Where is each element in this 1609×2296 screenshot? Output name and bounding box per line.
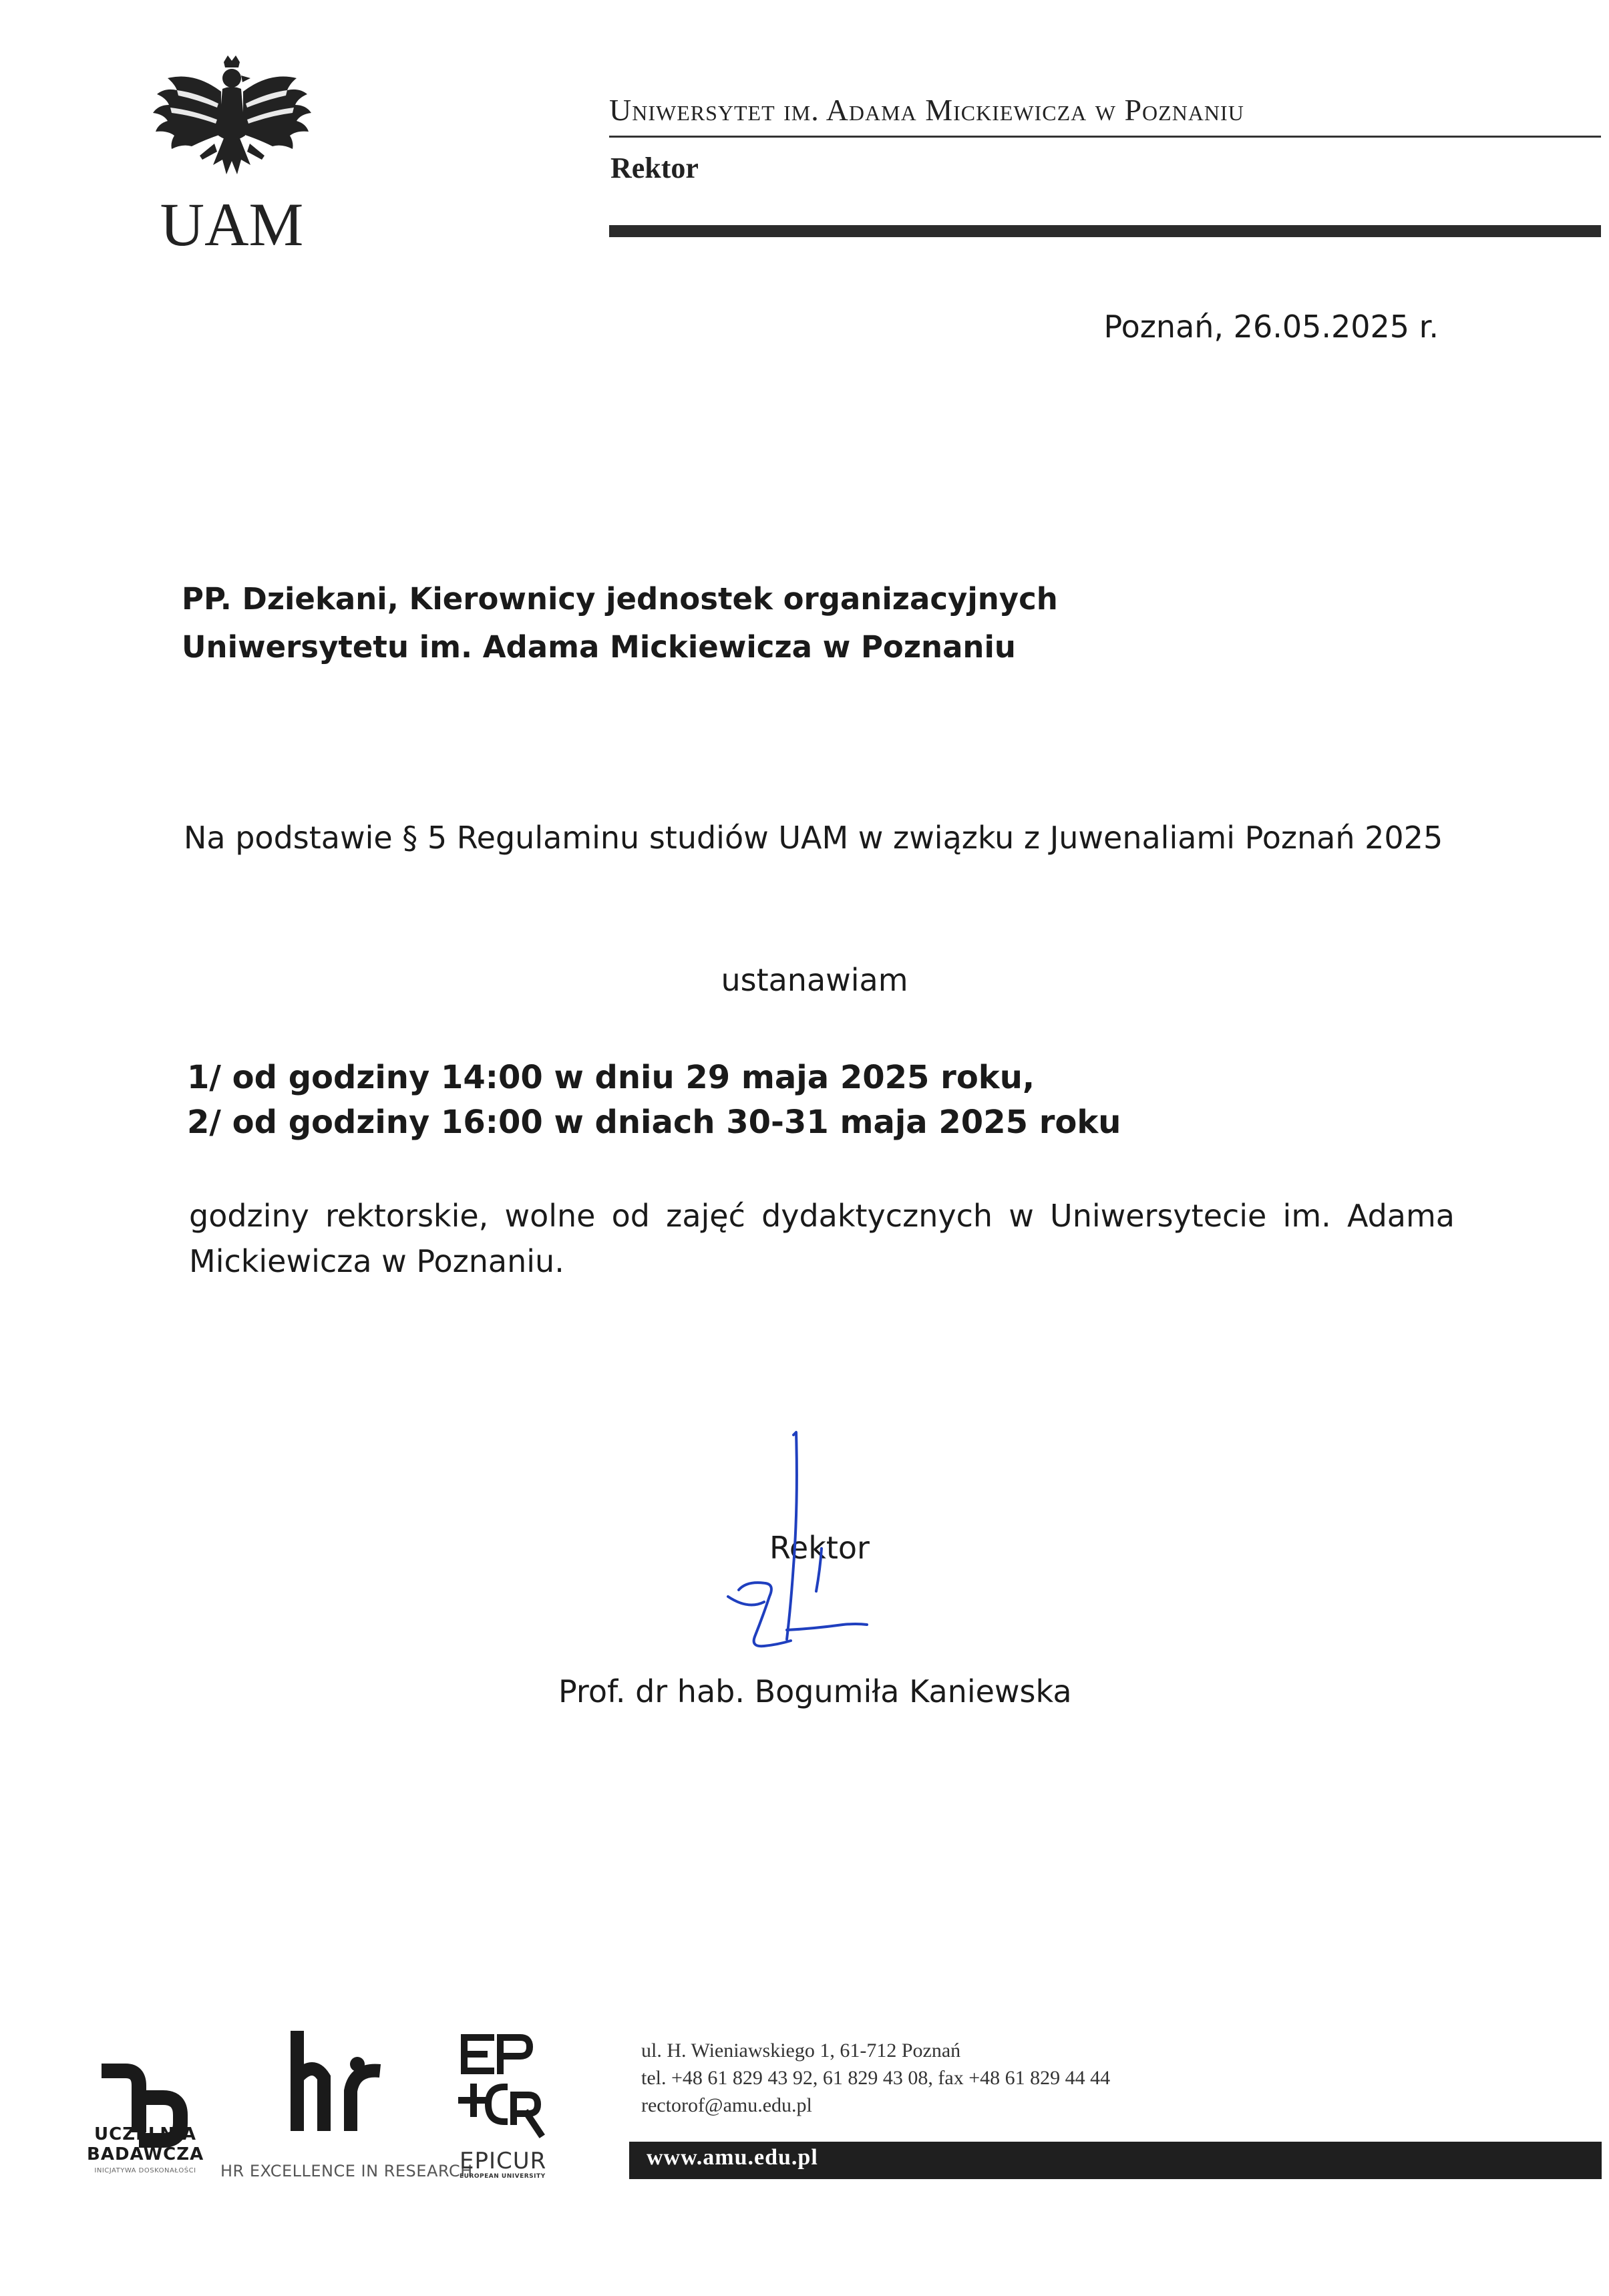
uam-logo-text: UAM	[160, 190, 304, 251]
footer-phone: tel. +48 61 829 43 92, 61 829 43 08, fax +48 61 829 44 44	[641, 2067, 1111, 2089]
ub-logo-line1: UCZELNIA	[94, 2124, 196, 2144]
signature-role: Rektor	[769, 1530, 870, 1566]
ub-logo-line2: BADAWCZA	[87, 2144, 204, 2164]
university-name	[609, 92, 1244, 128]
time-item-2: 2/ od godziny 16:00 w dniach 30-31 maja 2025 roku	[187, 1104, 1121, 1141]
uam-eagle-logo	[150, 50, 314, 251]
addressee-line-2: Uniwersytetu im. Adama Mickiewicza w Poznaniu	[182, 629, 1016, 665]
epicur-logo-icon	[458, 2031, 551, 2144]
time-item-1: 1/ od godziny 14:00 w dniu 29 maja 2025 roku,	[187, 1059, 1035, 1096]
letter-date: Poznań, 26.05.2025 r.	[1103, 309, 1439, 345]
university-name-text: Uniwersytet im. Adama Mickiewicza w Poznaniu	[609, 93, 1244, 127]
epicur-subtitle: EUROPEAN UNIVERSITY	[460, 2173, 546, 2180]
footer-email: rectorof@amu.edu.pl	[641, 2094, 812, 2116]
header-divider	[609, 136, 1601, 138]
hr-caption: HR EXCELLENCE IN RESEARCH	[220, 2162, 473, 2180]
handwritten-signature	[708, 1430, 908, 1683]
ub-logo-line3: INICJATYWA DOSKONAŁOŚCI	[94, 2167, 196, 2174]
closing-paragraph: godziny rektorskie, wolne od zajęć dydaktycznych w Uniwersytecie im. Adama Mickiewicza w Poznaniu.	[189, 1198, 1455, 1279]
hr-excellence-logo-icon	[284, 2031, 391, 2131]
header-bar	[609, 225, 1601, 237]
intro-paragraph: Na podstawie § 5 Regulaminu studiów UAM w związku z Juwenaliami Poznań 2025	[184, 820, 1443, 856]
signatory-name: Prof. dr hab. Bogumiła Kaniewska	[558, 1673, 1072, 1709]
header-office: Rektor	[610, 152, 699, 184]
addressee-line-1: PP. Dziekani, Kierownicy jednostek organizacyjnych	[182, 581, 1058, 617]
footer-website: www.amu.edu.pl	[647, 2145, 818, 2170]
footer-address: ul. H. Wieniawskiego 1, 61-712 Poznań	[641, 2039, 961, 2062]
epicur-name: EPICUR	[460, 2148, 547, 2174]
establish-word: ustanawiam	[721, 962, 908, 998]
